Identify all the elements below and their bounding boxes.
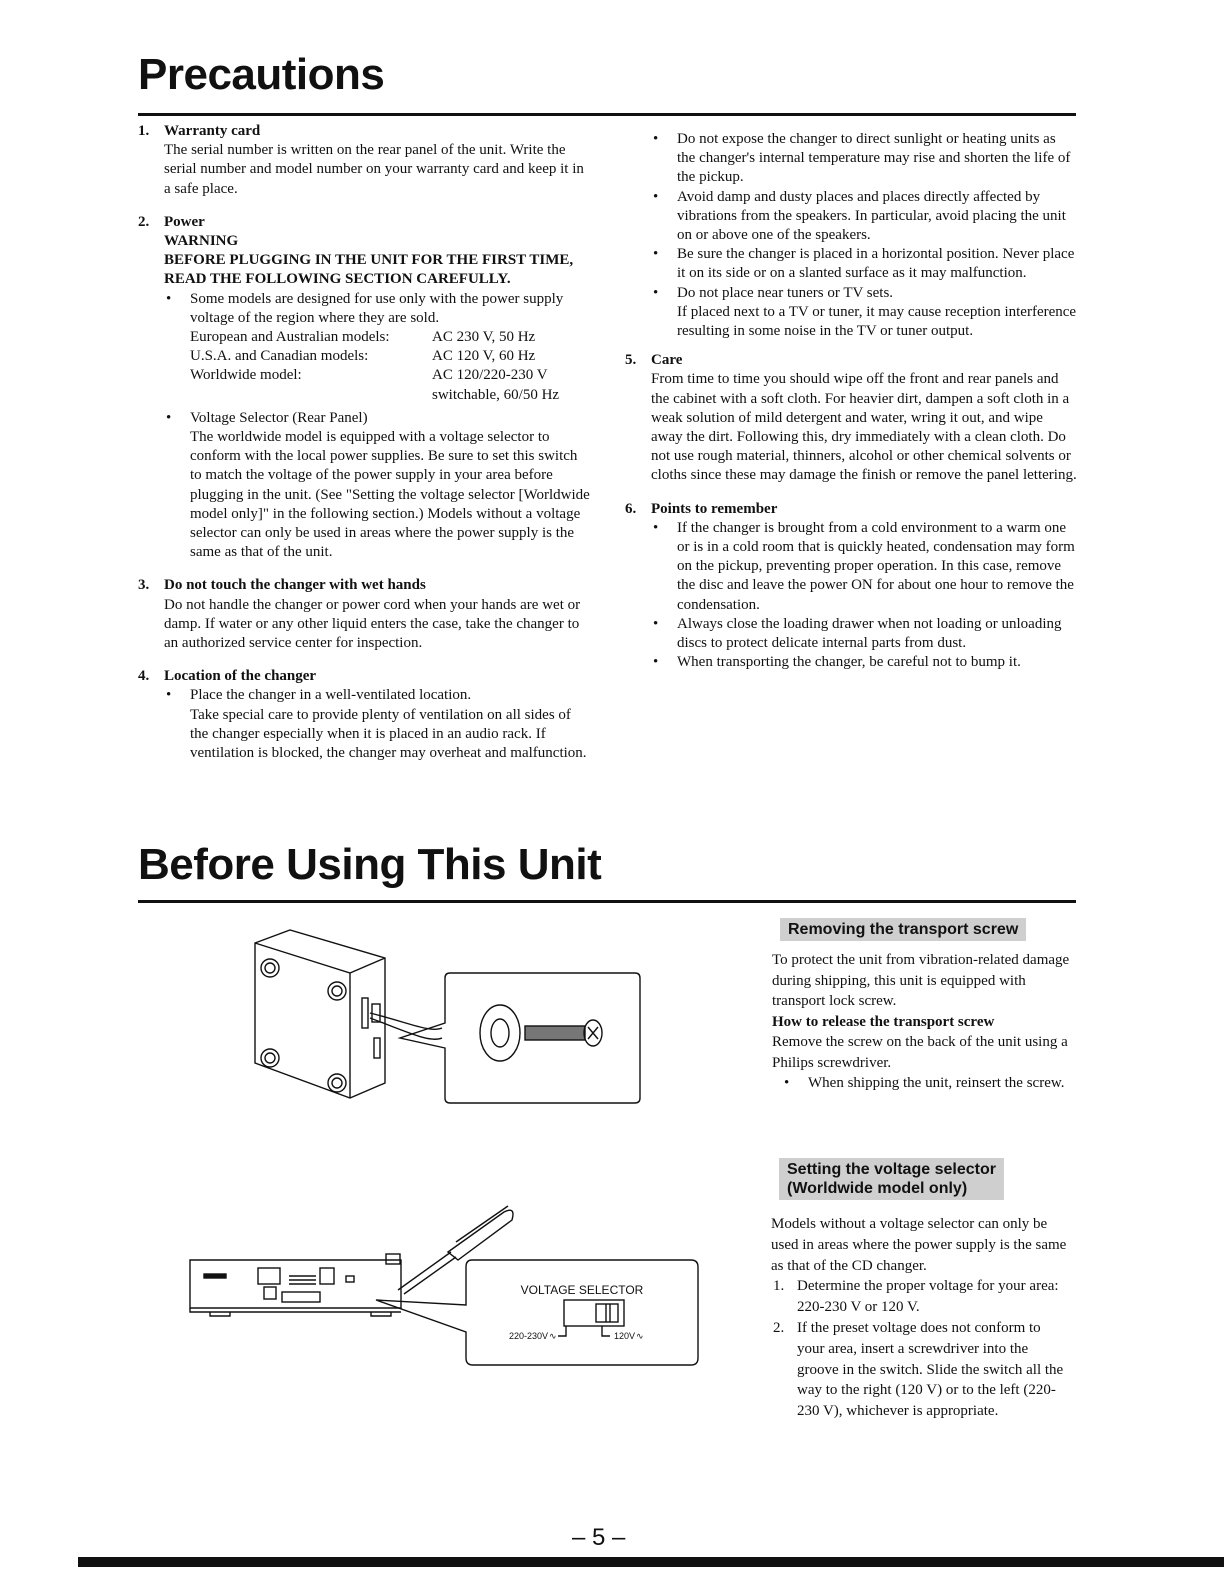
bullet-text: When shipping the unit, reinsert the screw. xyxy=(808,1075,1065,1091)
section-title: Do not touch the changer with wet hands xyxy=(164,577,426,594)
section-number: 4. xyxy=(138,668,150,685)
bullet-icon: • xyxy=(784,1075,790,1091)
warning-text: BEFORE PLUGGING IN THE UNIT FOR THE FIRST TIME, READ THE FOLLOWING SECTION CAREFULLY. xyxy=(164,252,574,288)
voltage-spec-table xyxy=(190,328,590,405)
bullet-text: The worldwide model is equipped with a voltage selector to conform with the local power supplies. Be sure to set this switch to match the voltage of the power supply in your area before plugging in the unit. (See "Setting the voltage selector [Worldwide model only]" in the following section.) Models without a voltage selector can only be used in areas where the power supply is the same as that of the unit. xyxy=(190,429,590,561)
precautions-right-column xyxy=(625,130,1077,686)
spec-value: AC 230 V, 50 Hz xyxy=(432,329,536,346)
bullet-title: Voltage Selector (Rear Panel) xyxy=(190,409,368,426)
heading-line: (Worldwide model only) xyxy=(787,1180,968,1197)
bullet-icon: • xyxy=(166,687,172,704)
bullet-text: Some models are designed for use only with the power supply voltage of the region where they are sold. xyxy=(190,290,564,326)
step-number: 1. xyxy=(773,1278,785,1295)
section-number: 6. xyxy=(625,500,637,517)
transport-screw-illustration xyxy=(250,928,650,1118)
list-item xyxy=(164,290,590,405)
ac-symbol-icon: ∿ xyxy=(549,1332,557,1342)
right-voltage-label: 120V xyxy=(614,1331,636,1341)
section-wet-hands xyxy=(138,576,590,653)
step-number: 2. xyxy=(773,1319,785,1336)
list-item xyxy=(771,1276,1071,1318)
bullet-text: Be sure the changer is placed in a horizontal position. Never place it on its side or on a slanted surface as it may malfunction. xyxy=(677,246,1075,282)
bullet-icon: • xyxy=(166,290,172,307)
section-number: 5. xyxy=(625,352,637,369)
list-item xyxy=(164,686,590,763)
list-item xyxy=(651,284,1077,342)
spec-label: European and Australian models: xyxy=(190,329,390,346)
transport-screw-heading: Removing the transport screw xyxy=(780,918,1026,941)
left-voltage-label: 220-230V xyxy=(508,1331,548,1341)
bullet-text: If placed next to a TV or tuner, it may cause reception interference resulting in some noise in the TV or tuner output. xyxy=(677,303,1077,340)
transport-screw-section xyxy=(772,918,1072,1094)
bullet-text: Do not expose the changer to direct sunlight or heating units as the changer's internal temperature may rise and shorten the life of the pickup. xyxy=(677,131,1071,186)
voltage-selector-text: Models without a voltage selector can only be used in areas where the power supply is the same as that of the CD changer. xyxy=(771,1216,1067,1274)
bullet-text: If the changer is brought from a cold environment to a warm one or is in a cold room that is quickly heated, condensation may form on the pickup, preventing proper operation. In this case, remove the disc and leave the power ON for about one hour to remove the condensation. xyxy=(677,519,1075,613)
transport-screw-text: To protect the unit from vibration-related damage during shipping, this unit is equipped with transport lock screw. xyxy=(772,952,1070,1009)
section-number: 1. xyxy=(138,123,150,139)
bullet-icon: • xyxy=(653,246,659,263)
section-text: From time to time you should wipe off the front and rear panels and the cabinet with a soft cloth. For heavier dirt, dampen a soft cloth in a weak solution of mild detergent and water, wring it out, and wipe away the dirt. Following this, dry immediately with a clean cloth. Do not use rough material, thinners, alcohol or other chemical solvents or cloths since these may damage the finish or remove the panel lettering. xyxy=(651,371,1077,484)
bullet-text: Take special care to provide plenty of ventilation on all sides of the changer especially when it is placed in an audio rack. If ventilation is blocked, the changer may overheat and malfunction. xyxy=(190,706,587,762)
section-points-to-remember xyxy=(625,500,1077,673)
page-number: – 5 – xyxy=(572,1524,626,1551)
list-item xyxy=(651,519,1077,615)
section-text: Do not handle the changer or power cord when your hands are wet or damp. If water or any other liquid enters the case, take the changer to an authorized service center for inspection. xyxy=(164,596,581,652)
how-to-release-title: How to release the transport screw xyxy=(772,1013,995,1030)
voltage-selector-heading xyxy=(779,1158,1004,1200)
ac-symbol-icon: ∿ xyxy=(636,1332,644,1342)
bullet-icon: • xyxy=(653,284,659,301)
list-item xyxy=(651,615,1077,653)
list-item xyxy=(164,409,590,563)
section-title: Power xyxy=(164,213,205,230)
title-rule xyxy=(138,900,1076,903)
section-title: Warranty card xyxy=(164,123,261,139)
section-care xyxy=(625,351,1077,485)
section-number: 3. xyxy=(138,577,150,594)
bullet-icon: • xyxy=(653,615,659,632)
spec-label: Worldwide model: xyxy=(190,367,302,384)
how-to-release-text: Remove the screw on the back of the unit using a Philips screwdriver. xyxy=(772,1034,1068,1071)
bullet-text: Do not place near tuners or TV sets. xyxy=(677,284,894,301)
spec-label: U.S.A. and Canadian models: xyxy=(190,348,369,365)
bottom-bar xyxy=(78,1557,1224,1567)
section-power xyxy=(138,213,590,563)
section-title: Points to remember xyxy=(651,500,778,517)
before-using-title: Before Using This Unit xyxy=(138,840,602,889)
bullet-icon: • xyxy=(166,409,172,426)
section-text: The serial number is written on the rear panel of the unit. Write the serial number and model number on your warranty card and keep it in a safe place. xyxy=(164,142,584,197)
voltage-selector-section xyxy=(771,1158,1071,1422)
list-item xyxy=(651,653,1077,672)
title-rule xyxy=(138,113,1076,116)
bullet-icon: • xyxy=(653,654,659,671)
bullet-icon: • xyxy=(653,131,659,147)
section-warranty-card xyxy=(138,122,590,199)
list-item xyxy=(651,245,1077,283)
section-title: Location of the changer xyxy=(164,668,317,685)
bullet-icon: • xyxy=(653,188,659,205)
warning-label: WARNING xyxy=(164,233,239,250)
step-text: Determine the proper voltage for your area: 220-230 V or 120 V. xyxy=(797,1278,1059,1316)
voltage-selector-illustration xyxy=(186,1200,716,1380)
heading-line: Setting the voltage selector xyxy=(787,1161,996,1178)
list-item xyxy=(772,1073,1072,1094)
list-item xyxy=(771,1318,1071,1422)
bullet-text: When transporting the changer, be careful not to bump it. xyxy=(677,654,1021,671)
precautions-left-column xyxy=(138,122,590,777)
spec-value: AC 120 V, 60 Hz xyxy=(432,348,536,365)
bullet-text: Always close the loading drawer when not loading or unloading discs to protect delicate internal parts from dust. xyxy=(677,615,1062,652)
precautions-title: Precautions xyxy=(138,50,385,99)
section-number: 2. xyxy=(138,213,150,230)
bullet-text: Avoid damp and dusty places and places directly affected by vibrations from the speakers. In particular, avoid placing the unit on or above one of the speakers. xyxy=(677,188,1066,244)
list-item xyxy=(651,130,1077,188)
bullet-icon: • xyxy=(653,519,659,536)
bullet-title: Place the changer in a well-ventilated location. xyxy=(190,687,472,704)
spec-value: AC 120/220-230 V switchable, 60/50 Hz xyxy=(432,367,560,403)
voltage-selector-label: VOLTAGE SELECTOR xyxy=(520,1283,644,1297)
section-title: Care xyxy=(651,352,683,369)
step-text: If the preset voltage does not conform to your area, insert a screwdriver into the groove in the switch. Slide the switch all the way to the right (120 V) or to the left (220-230 V), whichever is appropriate. xyxy=(797,1319,1064,1420)
list-item xyxy=(651,188,1077,246)
section-location xyxy=(138,667,590,763)
